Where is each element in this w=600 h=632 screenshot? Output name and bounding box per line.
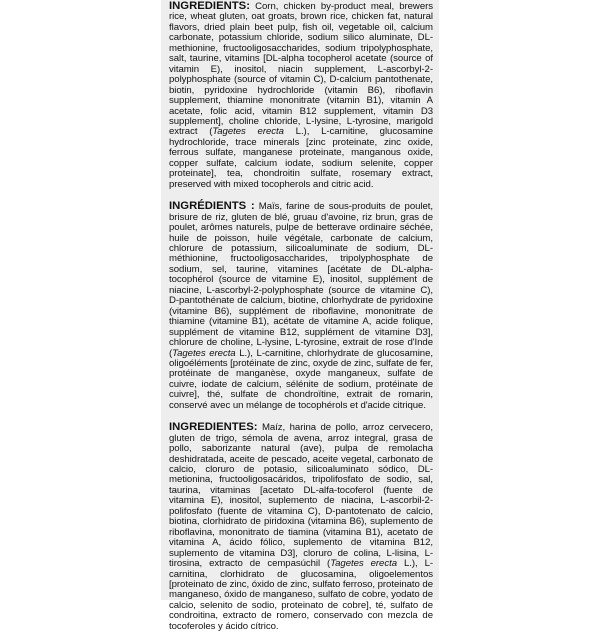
ingredients-english-species: Tagetes erecta xyxy=(212,126,284,138)
heading-french: INGRÉDIENTS : xyxy=(169,200,255,213)
ingredients-english-text-1: Corn, chicken by-product meal, brewers rice, wheat gluten, oat groats, brown rice, chicken fat, natural flavors, dried plain beet pulp, fish oil, vegetable oil, calcium carbonate, potassium chloride, sodium silico aluminate, DL-methionine, fructooligosaccharides, sodium tripolyphosphate, salt, taurine, vitamins [DL-alpha tocopherol acetate (source of vitamin E), inositol, niacin supplement, L-ascorbyl-2-polyphosphate (source of vitamin C), D-calcium pantothenate, biotin, pyridoxine hydrochloride (vitamin B6), riboflavin supplement, thiamine mononitrate (vitamin B1), vitamin A acetate, folic acid, vitamin B12 supplement, vitamin D3 supplement], choline chloride, L-lysine, L-tyrosine, marigold extract ( xyxy=(169,1,433,138)
ingredients-spanish-text-2: L.), L-carnitina, clorhidrato de glucosamina, oligoelementos [proteinato de zinc, óxido de zinc, sulfato ferroso, proteinato de manganeso, óxido de manganeso, sulfato de cobre, yodato de calcio, selenito de sodio, proteinato de cobre], té, sulfato de condroitina, extracto de romero, conservado con mezcla de tocoferoles y ácido cítrico. xyxy=(169,558,433,632)
heading-spanish: INGREDIENTES: xyxy=(169,421,258,434)
ingredients-french-species: Tagetes erecta xyxy=(172,347,236,359)
ingredients-english xyxy=(169,1,433,190)
ingredients-spanish-species: Tagetes erecta xyxy=(330,558,397,570)
ingredients-panel xyxy=(161,0,439,632)
ingredients-french-text-1: Maïs, farine de sous-produits de poulet, brisure de riz, gluten de blé, gruau d'avoine, riz brun, gras de poulet, arômes naturels, pulpe de betterave ordinaire séchée, huile de poisson, huile végétale, carbonate de calcium, chlorure de potassium, silicoaluminate de sodium, DL-méthionine, fructooligosaccharides, tripolyphosphate de sodium, sel, taurine, vitamines [acétate de DL-alpha-tocophérol (source de vitamine E), inositol, supplément de niacine, L-ascorbyl-2-polyphosphate (source de vitamine C), D-pantothénate de calcium, biotine, chlorhydrate de pyridoxine (vitamine B6), supplément de riboflavine, mononitrate de thiamine (vitamine B1), acétate de vitamine A, acide folique, supplément de vitamine B12, supplément de vitamine D3], chlorure de choline, L-lysine, L-tyrosine, extrait de rose d'Inde ( xyxy=(169,201,433,359)
ingredients-french-text-2: L.), L-carnitine, chlorhydrate de glucosamine, oligoéléments [protéinate de zinc, oxyde de zinc, sulfate de fer, protéinate de manganèse, oxyde manganeux, sulfate de cuivre, iodate de calcium, sélénite de sodium, protéinate de cuivre], thé, sulfate de chondroïtine, extrait de romarin, conservé avec un mélange de tocophérols et d'acide citrique. xyxy=(169,347,433,411)
ingredients-english-text-2: L.), L-carnitine, glucosamine hydrochloride, trace minerals [zinc proteinate, zinc oxide, ferrous sulfate, manganese proteinate, manganous oxide, copper sulfate, calcium iodate, sodium selenite, copper proteinate], tea, chondroitin sulfate, rosemary extract, preserved with mixed tocopherols and citric acid. xyxy=(169,126,433,190)
ingredients-french xyxy=(169,201,433,411)
heading-english: INGREDIENTS: xyxy=(169,0,250,12)
ingredients-spanish-text-1: Maíz, harina de pollo, arroz cervecero, gluten de trigo, sémola de avena, arroz integral, grasa de pollo, saborizante natural (ave), pulpa de remolacha deshidratada, aceite de pescado, aceite vegetal, carbonato de calcio, cloruro de potasio, silicoaluminato sódico, DL-metionina, fructooligosacáridos, tripolifosfato de sodio, sal, taurina, vitaminas [acetato DL-alfa-tocoferol (fuente de vitamina E), inositol, suplemento de niacina, L-ascorbil-2-polifosfato (fuente de vitamina C), D-pantotenato de calcio, biotina, clorhidrato de piridoxina (vitamina B6), suplemento de riboflavina, mononitrato de tiamina (vitamina B1), acetato de vitamina A, ácido fólico, suplemento de vitamina B12, suplemento de vitamina D3], cloruro de colina, L-lisina, L-tirosina, extracto de cempasúchil ( xyxy=(169,422,433,570)
ingredients-spanish xyxy=(169,422,433,632)
